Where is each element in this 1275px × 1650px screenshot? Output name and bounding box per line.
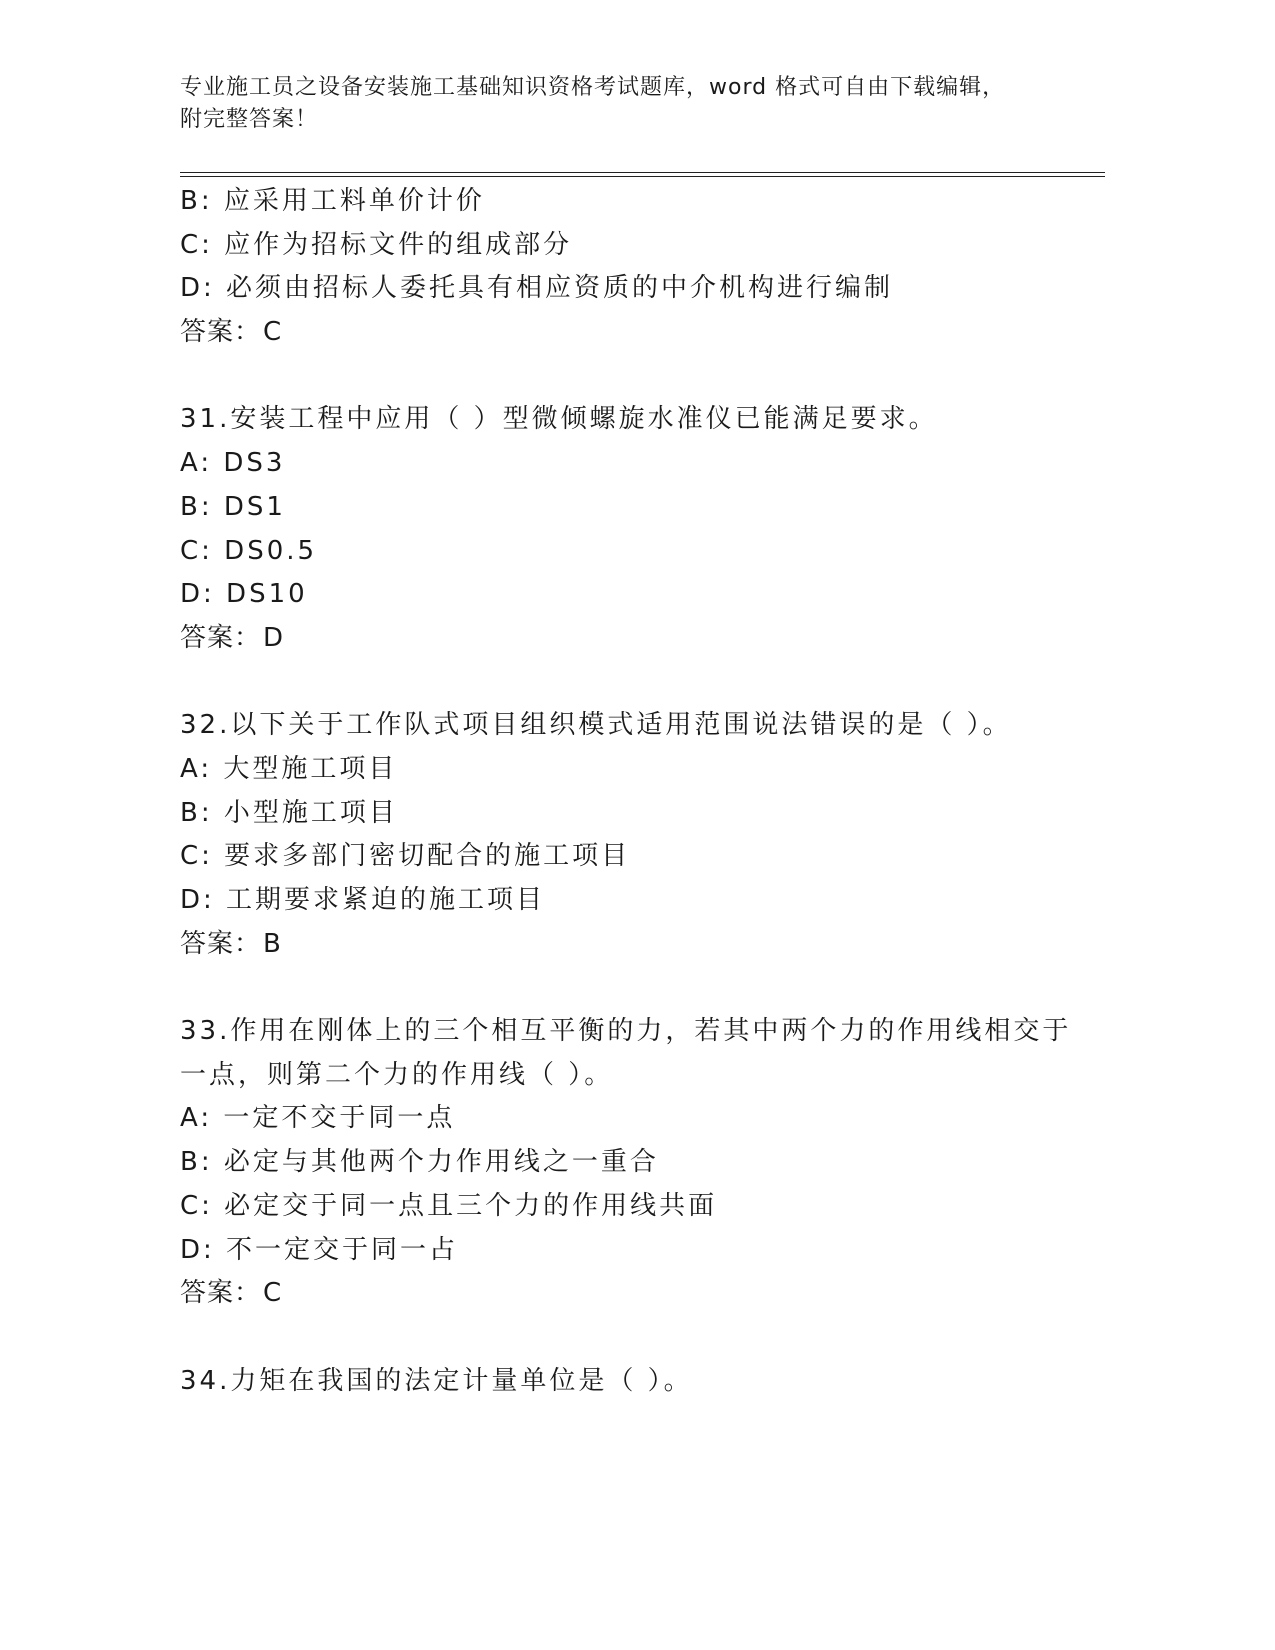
answer [180, 617, 1110, 661]
option-c: C: 应作为招标文件的组成部分 [180, 229, 573, 260]
answer-value: C [263, 1278, 283, 1309]
option-d: D: DS10 [180, 579, 308, 610]
option-c: C: DS0.5 [180, 535, 318, 566]
question-text-line-2: 一点，则第二个力的作用线（ ）。 [180, 1059, 614, 1090]
answer [180, 311, 1110, 355]
question-text: 31.安装工程中应用（ ）型微倾螺旋水准仪已能满足要求。 [180, 404, 938, 435]
answer-label: 答案： [180, 928, 262, 959]
question-30-continuation [180, 180, 1110, 355]
answer [180, 1272, 1110, 1316]
option-b: B: 应采用工料单价计价 [180, 186, 485, 216]
question-31 [180, 398, 1110, 660]
option-b: B: DS1 [180, 491, 286, 522]
answer-value: D [263, 622, 285, 653]
question-text: 32.以下关于工作队式项目组织模式适用范围说法错误的是（ ）。 [180, 710, 1012, 741]
header-divider-bottom [180, 176, 1105, 177]
answer [180, 923, 1110, 967]
question-33 [180, 1010, 1110, 1316]
option-a: A: 一定不交于同一点 [180, 1103, 456, 1134]
option-d: D: 必须由招标人委托具有相应资质的中介机构进行编制 [180, 273, 894, 304]
option-b: B: 小型施工项目 [180, 797, 398, 828]
answer-label: 答案： [180, 317, 262, 348]
option-c: C: 要求多部门密切配合的施工项目 [180, 841, 631, 872]
question-32 [180, 704, 1110, 966]
answer-value: C [263, 317, 283, 348]
answer-value: B [263, 928, 282, 959]
header-line-2: 附完整答案！ [180, 107, 319, 132]
question-34 [180, 1360, 1110, 1404]
option-a: A: DS3 [180, 448, 286, 479]
header-divider-top [180, 172, 1105, 173]
document-header [180, 72, 1060, 136]
answer-label: 答案： [180, 622, 262, 653]
answer-label: 答案： [180, 1278, 262, 1309]
option-d: D: 不一定交于同一占 [180, 1234, 459, 1265]
header-line-1: 专业施工员之设备安装施工基础知识资格考试题库，word 格式可自由下载编辑， [180, 75, 1006, 100]
option-b: B: 必定与其他两个力作用线之一重合 [180, 1147, 659, 1178]
option-c: C: 必定交于同一点且三个力的作用线共面 [180, 1190, 718, 1221]
option-d: D: 工期要求紧迫的施工项目 [180, 885, 546, 915]
question-text: 34.力矩在我国的法定计量单位是（ ）。 [180, 1365, 693, 1396]
question-text-line-1: 33.作用在刚体上的三个相互平衡的力，若其中两个力的作用线相交于 [180, 1016, 1072, 1047]
option-a: A: 大型施工项目 [180, 753, 398, 784]
question-content [180, 180, 1110, 1403]
